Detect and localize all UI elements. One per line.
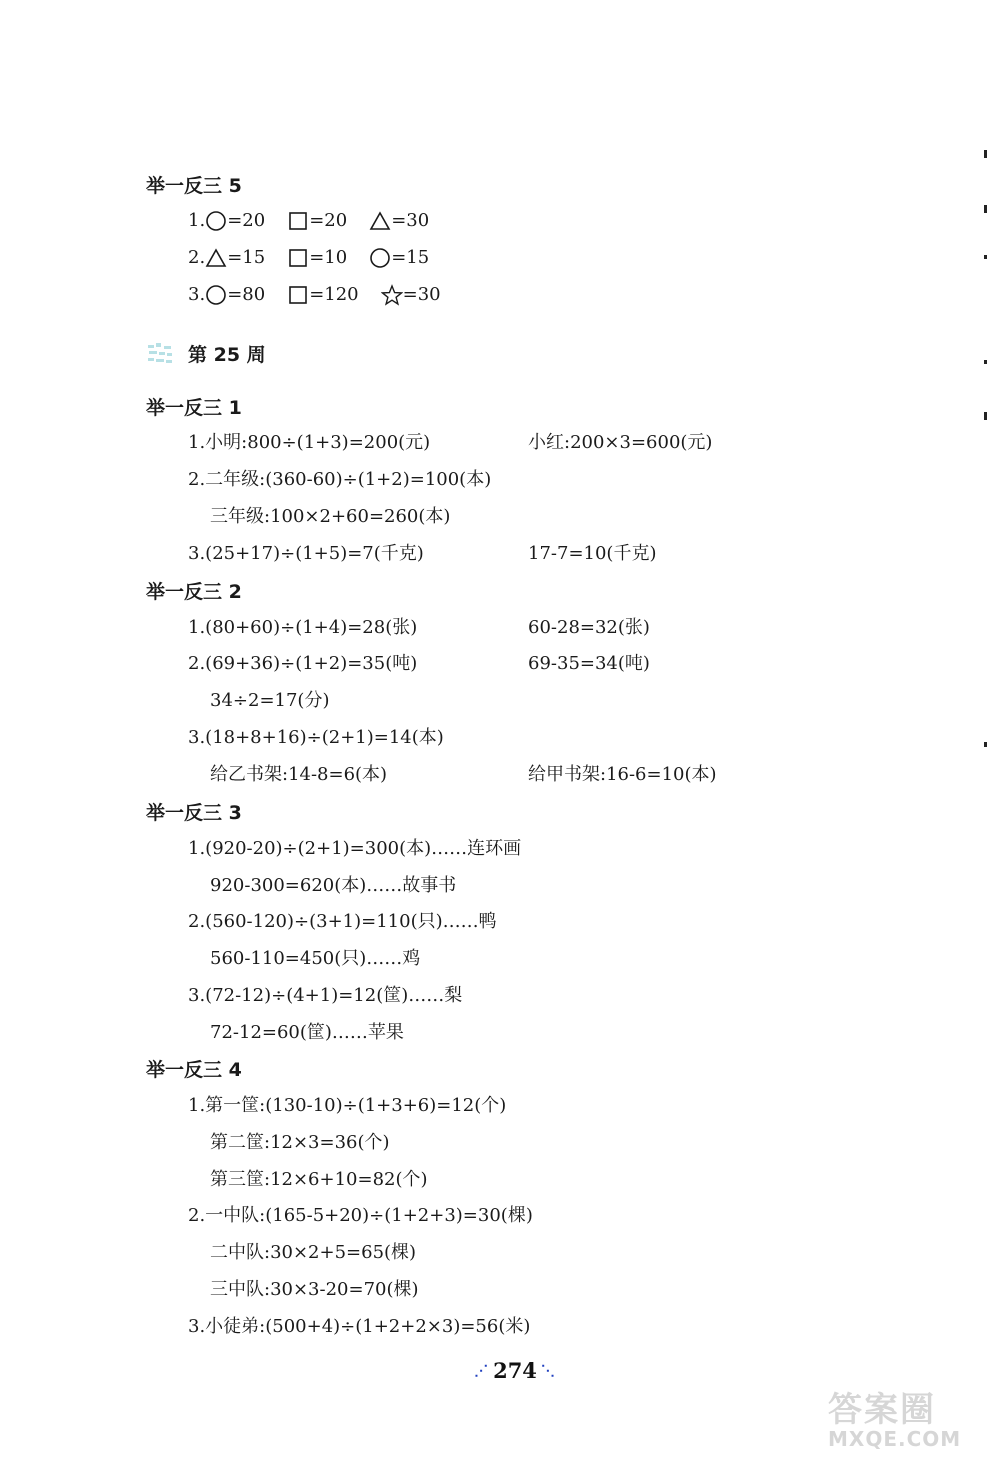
answer-line: 2.(69+36)÷(1+2)=35(吨) bbox=[188, 653, 418, 674]
watermark-bottom: MXQE.COM bbox=[828, 1427, 962, 1451]
answer-line: 3.(25+17)÷(1+5)=7(千克) bbox=[188, 543, 424, 564]
answer-line: 三年级:100×2+60=260(本) bbox=[210, 506, 451, 527]
answer-line: 69-35=34(吨) bbox=[528, 653, 650, 674]
answer-line: 二中队:30×2+5=65(棵) bbox=[210, 1242, 417, 1263]
shape-value: =30 bbox=[402, 284, 441, 305]
shape-value: =30 bbox=[391, 210, 430, 231]
answer-line: 920-300=620(本)……故事书 bbox=[210, 875, 457, 896]
triangle-icon bbox=[369, 210, 391, 232]
watermark-top: 答案圈 bbox=[828, 1390, 936, 1430]
shape-row-1 bbox=[188, 209, 451, 233]
star-icon bbox=[381, 284, 403, 306]
answer-line: 2.二年级:(360-60)÷(1+2)=100(本) bbox=[188, 469, 492, 490]
answer-line: 1.(920-20)÷(2+1)=300(本)……连环画 bbox=[188, 838, 522, 859]
answer-line: 34÷2=17(分) bbox=[210, 690, 330, 711]
week-heading bbox=[146, 340, 266, 367]
item-label-1: 1. bbox=[188, 210, 206, 231]
scan-edge-mark bbox=[984, 150, 987, 158]
triangle-icon bbox=[205, 247, 227, 269]
answer-line: 小红:200×3=600(元) bbox=[528, 432, 713, 453]
shape-value: =10 bbox=[309, 247, 348, 268]
shape-value: =120 bbox=[309, 284, 359, 305]
answer-line: 第三筐:12×6+10=82(个) bbox=[210, 1169, 428, 1190]
circle-icon bbox=[369, 247, 391, 269]
week-marker-icon bbox=[146, 341, 174, 367]
answer-line: 2.(560-120)÷(3+1)=110(只)……鸭 bbox=[188, 911, 497, 932]
answer-line: 1.(80+60)÷(1+4)=28(张) bbox=[188, 617, 418, 638]
dots-left-icon: ⋰ bbox=[474, 1362, 490, 1379]
week-title: 第 25 周 bbox=[188, 344, 266, 366]
answer-line: 3.小徒弟:(500+4)÷(1+2+2×3)=56(米) bbox=[188, 1316, 531, 1337]
answer-line: 60-28=32(张) bbox=[528, 617, 650, 638]
circle-icon bbox=[205, 284, 227, 306]
answer-line: 2.一中队:(165-5+20)÷(1+2+3)=30(棵) bbox=[188, 1205, 533, 1226]
section-title-5: 举一反三 5 bbox=[146, 175, 242, 197]
shape-value: =20 bbox=[309, 210, 348, 231]
answer-line: 第二筐:12×3=36(个) bbox=[210, 1132, 390, 1153]
item-label-3: 3. bbox=[188, 284, 206, 305]
shape-row-2 bbox=[188, 246, 451, 270]
square-icon bbox=[287, 284, 309, 306]
scan-edge-mark bbox=[984, 255, 987, 259]
answer-line: 三中队:30×3-20=70(棵) bbox=[210, 1279, 419, 1300]
scan-edge-mark bbox=[984, 412, 987, 420]
page-number-footer bbox=[460, 1358, 570, 1383]
shape-value: =80 bbox=[227, 284, 266, 305]
scan-edge-mark bbox=[984, 205, 987, 213]
section-title-1: 举一反三 1 bbox=[146, 397, 242, 419]
scan-edge-mark bbox=[984, 360, 987, 364]
shape-value: =20 bbox=[227, 210, 266, 231]
section-title-3: 举一反三 3 bbox=[146, 802, 242, 824]
answer-line: 3.(18+8+16)÷(2+1)=14(本) bbox=[188, 727, 444, 748]
answer-line: 给甲书架:16-6=10(本) bbox=[528, 764, 717, 785]
page-number: 274 bbox=[493, 1358, 537, 1383]
section-title-4: 举一反三 4 bbox=[146, 1059, 242, 1081]
item-label-2: 2. bbox=[188, 247, 206, 268]
answer-line: 1.小明:800÷(1+3)=200(元) bbox=[188, 432, 431, 453]
shape-value: =15 bbox=[391, 247, 430, 268]
answer-line: 1.第一筐:(130-10)÷(1+3+6)=12(个) bbox=[188, 1095, 507, 1116]
answer-line: 3.(72-12)÷(4+1)=12(筐)……梨 bbox=[188, 985, 463, 1006]
answer-line: 72-12=60(筐)……苹果 bbox=[210, 1022, 404, 1043]
watermark bbox=[828, 1382, 961, 1451]
shape-row-3 bbox=[188, 283, 463, 307]
square-icon bbox=[287, 210, 309, 232]
shape-value: =15 bbox=[227, 247, 266, 268]
scan-edge-mark bbox=[984, 742, 987, 747]
answer-line: 17-7=10(千克) bbox=[528, 543, 657, 564]
answer-line: 给乙书架:14-8=6(本) bbox=[210, 764, 388, 785]
section-title-2: 举一反三 2 bbox=[146, 581, 242, 603]
square-icon bbox=[287, 247, 309, 269]
dots-right-icon: ⋱ bbox=[540, 1362, 556, 1379]
circle-icon bbox=[205, 210, 227, 232]
answer-line: 560-110=450(只)……鸡 bbox=[210, 948, 421, 969]
